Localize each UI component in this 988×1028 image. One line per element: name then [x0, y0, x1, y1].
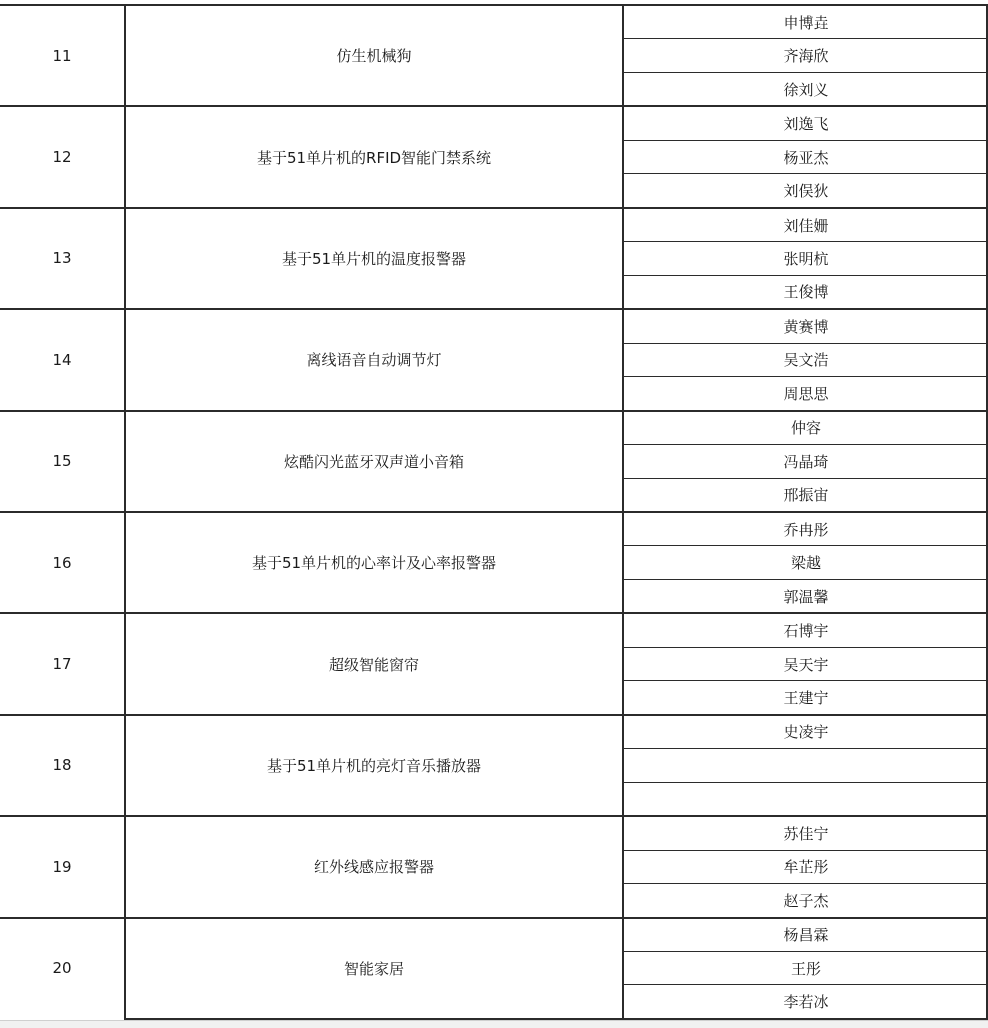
member-name-cell[interactable]: 苏佳宁	[783, 824, 829, 843]
table-row-group	[0, 714, 988, 815]
table-row-group	[0, 105, 988, 206]
table-row-group	[0, 815, 988, 916]
member-name-cell[interactable]: 齐海欣	[624, 38, 988, 71]
member-name-cell[interactable]: 石博宇	[783, 622, 829, 641]
member-name-cell[interactable]: 李若冰	[624, 984, 988, 1017]
member-name-cell[interactable]: 邢振宙	[624, 478, 988, 511]
member-name-cell[interactable]: 申博垚	[783, 13, 829, 32]
members-column	[624, 817, 988, 916]
project-title-cell[interactable]: 超级智能窗帘	[124, 614, 624, 713]
members-column	[624, 107, 988, 206]
members-column	[624, 614, 988, 713]
member-name-cell[interactable]: 杨昌霖	[783, 926, 829, 945]
project-number-cell[interactable]: 18	[52, 756, 72, 775]
project-number-cell[interactable]: 11	[52, 46, 72, 65]
members-column	[624, 513, 988, 612]
project-title-cell[interactable]: 基于51单片机的心率计及心率报警器	[124, 513, 624, 612]
project-number-cell[interactable]: 13	[52, 249, 72, 268]
member-name-cell[interactable]	[624, 782, 988, 815]
member-name-cell[interactable]: 杨亚杰	[624, 140, 988, 173]
member-name-cell[interactable]: 郭温馨	[624, 579, 988, 612]
table-row-group	[0, 511, 988, 612]
member-name-cell[interactable]: 仲容	[790, 419, 821, 438]
member-name-cell[interactable]: 王彤	[624, 951, 988, 984]
member-name-cell[interactable]: 刘俣狄	[624, 173, 988, 206]
member-name-cell[interactable]: 张明杭	[624, 241, 988, 274]
member-name-cell[interactable]: 赵子杰	[624, 883, 988, 916]
member-name-cell[interactable]: 刘佳姗	[783, 216, 829, 235]
members-column	[624, 919, 988, 1018]
project-title-cell[interactable]: 基于51单片机的RFID智能门禁系统	[124, 107, 624, 206]
project-table	[0, 4, 988, 1018]
member-name-cell[interactable]: 周思思	[624, 376, 988, 409]
member-name-cell[interactable]	[624, 748, 988, 781]
project-number-cell[interactable]: 17	[52, 655, 72, 674]
member-name-cell[interactable]: 刘逸飞	[783, 115, 829, 134]
project-title-cell[interactable]: 智能家居	[124, 919, 624, 1018]
project-title-cell[interactable]: 基于51单片机的温度报警器	[124, 209, 624, 308]
project-title-cell[interactable]: 离线语音自动调节灯	[124, 310, 624, 409]
member-name-cell[interactable]: 牟芷彤	[624, 850, 988, 883]
table-row-group	[0, 308, 988, 409]
project-title-cell[interactable]: 炫酷闪光蓝牙双声道小音箱	[124, 412, 624, 511]
project-number-cell[interactable]: 14	[52, 350, 72, 369]
members-column	[624, 716, 988, 815]
project-number-cell[interactable]: 15	[52, 452, 72, 471]
project-number-cell[interactable]: 20	[52, 959, 72, 978]
project-number-cell[interactable]: 12	[52, 148, 72, 167]
member-name-cell[interactable]: 吴天宇	[624, 647, 988, 680]
project-title-cell[interactable]: 红外线感应报警器	[124, 817, 624, 916]
member-name-cell[interactable]: 吴文浩	[624, 343, 988, 376]
members-column	[624, 412, 988, 511]
member-name-cell[interactable]: 乔冉彤	[783, 520, 829, 539]
project-number-cell[interactable]: 19	[52, 857, 72, 876]
members-column	[624, 310, 988, 409]
project-number-cell[interactable]: 16	[52, 553, 72, 572]
member-name-cell[interactable]: 黄赛博	[783, 317, 829, 336]
table-row-group	[0, 4, 988, 105]
member-name-cell[interactable]: 王建宁	[624, 680, 988, 713]
member-name-cell[interactable]: 徐刘义	[624, 72, 988, 105]
table-row-group	[0, 917, 988, 1018]
table-row-group	[0, 207, 988, 308]
project-title-cell[interactable]: 仿生机械狗	[124, 6, 624, 105]
member-name-cell[interactable]: 冯晶琦	[624, 444, 988, 477]
member-name-cell[interactable]: 史凌宇	[783, 723, 829, 742]
table-row-group	[0, 612, 988, 713]
member-name-cell[interactable]: 王俊博	[624, 275, 988, 308]
member-name-cell[interactable]: 梁越	[624, 545, 988, 578]
members-column	[624, 209, 988, 308]
members-column	[624, 6, 988, 105]
project-title-cell[interactable]: 基于51单片机的亮灯音乐播放器	[124, 716, 624, 815]
table-row-group	[0, 410, 988, 511]
